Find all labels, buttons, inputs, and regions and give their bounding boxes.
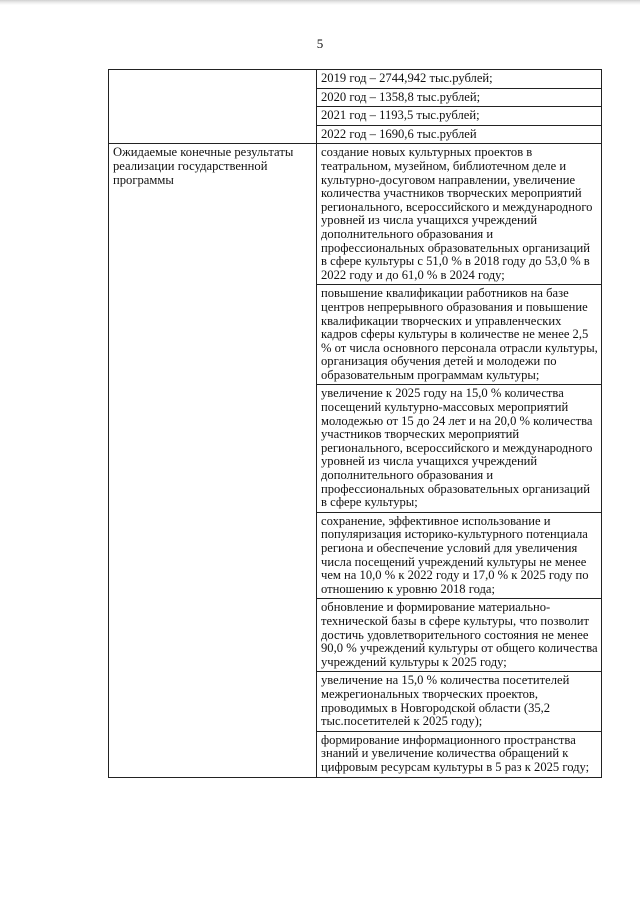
funding-year-2020: 2020 год – 1358,8 тыс.рублей; bbox=[317, 88, 602, 107]
funding-year-2019: 2019 год – 2744,942 тыс.рублей; bbox=[317, 70, 602, 89]
result-item: увеличение на 15,0 % количества посетителей межрегиональных творческих проектов, проводимых в Новгородской области (35,2 тыс.посетителей к 2025 году); bbox=[317, 672, 602, 731]
funding-year-2022: 2022 год – 1690,6 тыс.рублей bbox=[317, 125, 602, 144]
page-number: 5 bbox=[316, 36, 324, 51]
funding-year-2021: 2021 год – 1193,5 тыс.рублей; bbox=[317, 107, 602, 126]
program-passport-table bbox=[108, 69, 602, 778]
funding-row-0 bbox=[109, 70, 602, 89]
result-item: формирование информационного пространства знаний и увеличение количества обращений к цифровым ресурсам культуры в 5 раз к 2025 году; bbox=[317, 731, 602, 777]
result-item: повышение квалификации работников на базе центров непрерывного образования и повышение квалификации творческих и управленческих кадров сферы культуры в количестве не менее 2,5 % от числа основного персонала отрасли культуры, организация обучения детей и молодежи по образовательным программам культуры; bbox=[317, 285, 602, 385]
result-item: создание новых культурных проектов в театральном, музейном, библиотечном деле и культурно-досуговом направлении, увеличение количества участников творческих мероприятий регионального, всероссийского и международного уровней из числа учащихся учреждений дополнительного образования и профессиональных образовательных организаций в сфере культуры с 51,0 % в 2018 году до 53,0 % в 2022 году и до 61,0 % в 2024 году; bbox=[317, 144, 602, 285]
funding-left-cell bbox=[109, 70, 317, 144]
result-item: увеличение к 2025 году на 15,0 % количества посещений культурно-массовых мероприятий молодежью от 15 до 24 лет и на 20,0 % количества участников творческих мероприятий регионального, всероссийского и международного уровней из числа учащихся учреждений дополнительного образования и профессиональных образовательных организаций в сфере культуры; bbox=[317, 385, 602, 512]
result-item: сохранение, эффективное использование и популяризация историко-культурного потенциала региона и обеспечение условий для увеличения числа посещений учреждений культуры не менее чем на 10,0 % к 2022 году и 17,0 % к 2025 году по отношению к уровню 2018 года; bbox=[317, 512, 602, 599]
scan-edge bbox=[0, 0, 640, 5]
results-row-0 bbox=[109, 144, 602, 285]
results-label: Ожидаемые конечные результаты реализации государственной программы bbox=[109, 144, 317, 777]
result-item: обновление и формирование материально-технической базы в сфере культуры, что позволит достичь удовлетворительного состояния не менее 90,0 % учреждений культуры от общего количества учреждений культуры к 2025 году; bbox=[317, 599, 602, 672]
